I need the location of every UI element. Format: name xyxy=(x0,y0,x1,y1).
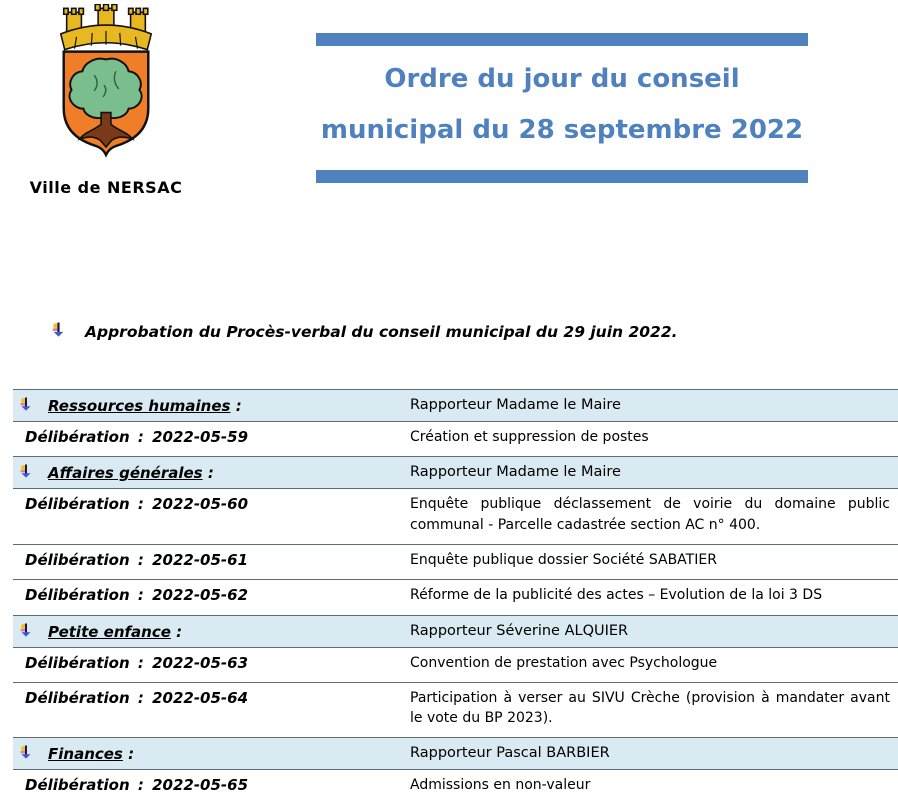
deliberation-row xyxy=(13,682,898,738)
section-colon: : xyxy=(202,464,214,483)
deliberation-label: Délibération : 2022-05-63 xyxy=(25,653,249,672)
deliberation-label: Délibération : 2022-05-64 xyxy=(25,688,249,707)
intro-line xyxy=(52,322,678,341)
section-row xyxy=(13,615,898,647)
deliberation-cell xyxy=(13,545,410,575)
deliberation-row xyxy=(13,544,898,579)
deliberation-cell xyxy=(13,422,410,452)
section-colon: : xyxy=(170,622,183,641)
deliberation-row xyxy=(13,579,898,614)
section-cell xyxy=(13,457,410,488)
arrow-bullet-icon xyxy=(20,744,32,763)
deliberation-cell xyxy=(13,683,410,734)
page-title-line1: Ordre du jour du conseil xyxy=(384,64,740,94)
arrow-bullet-icon xyxy=(52,322,65,341)
deliberation-row xyxy=(13,421,898,456)
arrow-bullet-icon xyxy=(20,463,32,482)
deliberation-content: Convention de prestation avec Psychologue xyxy=(410,654,718,671)
crown-icon xyxy=(61,4,151,49)
intro-text: Approbation du Procès-verbal du conseil municipal du 29 juin 2022. xyxy=(85,322,678,341)
arrow-bullet-icon xyxy=(20,622,32,641)
title-bar-top xyxy=(316,33,808,46)
deliberation-row xyxy=(13,769,898,792)
section-colon: : xyxy=(230,397,242,415)
section-colon: : xyxy=(122,745,135,764)
deliberation-row xyxy=(13,488,898,544)
city-logo-block xyxy=(28,4,184,197)
title-bar-bottom xyxy=(316,170,808,183)
section-row xyxy=(13,737,898,769)
rapporteur-text: Rapporteur Séverine ALQUIER xyxy=(410,622,629,639)
deliberation-content: Réforme de la publicité des actes – Evolution de la loi 3 DS xyxy=(410,587,823,604)
deliberation-label: Délibération : 2022-05-61 xyxy=(25,550,249,569)
deliberation-cell xyxy=(13,770,410,792)
section-row xyxy=(13,389,898,421)
rapporteur-text: Rapporteur Madame le Maire xyxy=(410,464,621,481)
section-cell xyxy=(13,616,410,647)
city-crest-icon xyxy=(47,4,165,172)
deliberation-label: Délibération : 2022-05-60 xyxy=(25,495,249,514)
section-cell xyxy=(13,390,410,421)
page-title-line2: municipal du 28 septembre 2022 xyxy=(320,115,804,145)
logo-caption: Ville de NERSAC xyxy=(29,178,183,197)
deliberation-content: Création et suppression de postes xyxy=(410,429,649,446)
rapporteur-text: Rapporteur Pascal BARBIER xyxy=(410,745,610,762)
deliberation-content: Participation à verser au SIVU Crèche (provision à mandater avant le vote du BP 2023). xyxy=(410,689,890,727)
section-row xyxy=(13,456,898,488)
section-label: Ressources humaines xyxy=(48,397,231,415)
section-cell xyxy=(13,738,410,769)
deliberation-label: Délibération : 2022-05-65 xyxy=(25,776,249,792)
rapporteur-text: Rapporteur Madame le Maire xyxy=(410,397,621,413)
deliberation-cell xyxy=(13,648,410,678)
section-label: Petite enfance xyxy=(48,622,171,641)
section-label: Finances xyxy=(48,745,123,764)
deliberation-cell xyxy=(13,489,410,540)
deliberation-label: Délibération : 2022-05-62 xyxy=(25,586,249,605)
deliberation-content: Enquête publique dossier Société SABATIER xyxy=(410,551,717,568)
title-block xyxy=(316,33,808,183)
deliberation-cell xyxy=(13,580,410,610)
agenda-table xyxy=(13,389,898,792)
deliberation-row xyxy=(13,647,898,682)
section-label: Affaires générales xyxy=(48,464,203,483)
arrow-bullet-icon xyxy=(20,396,32,415)
deliberation-label: Délibération : 2022-05-59 xyxy=(25,428,249,447)
deliberation-content: Admissions en non-valeur xyxy=(410,777,591,792)
deliberation-content: Enquête publique déclassement de voirie du domaine public communal - Parcelle cadastrée section AC n° 400. xyxy=(410,496,890,533)
